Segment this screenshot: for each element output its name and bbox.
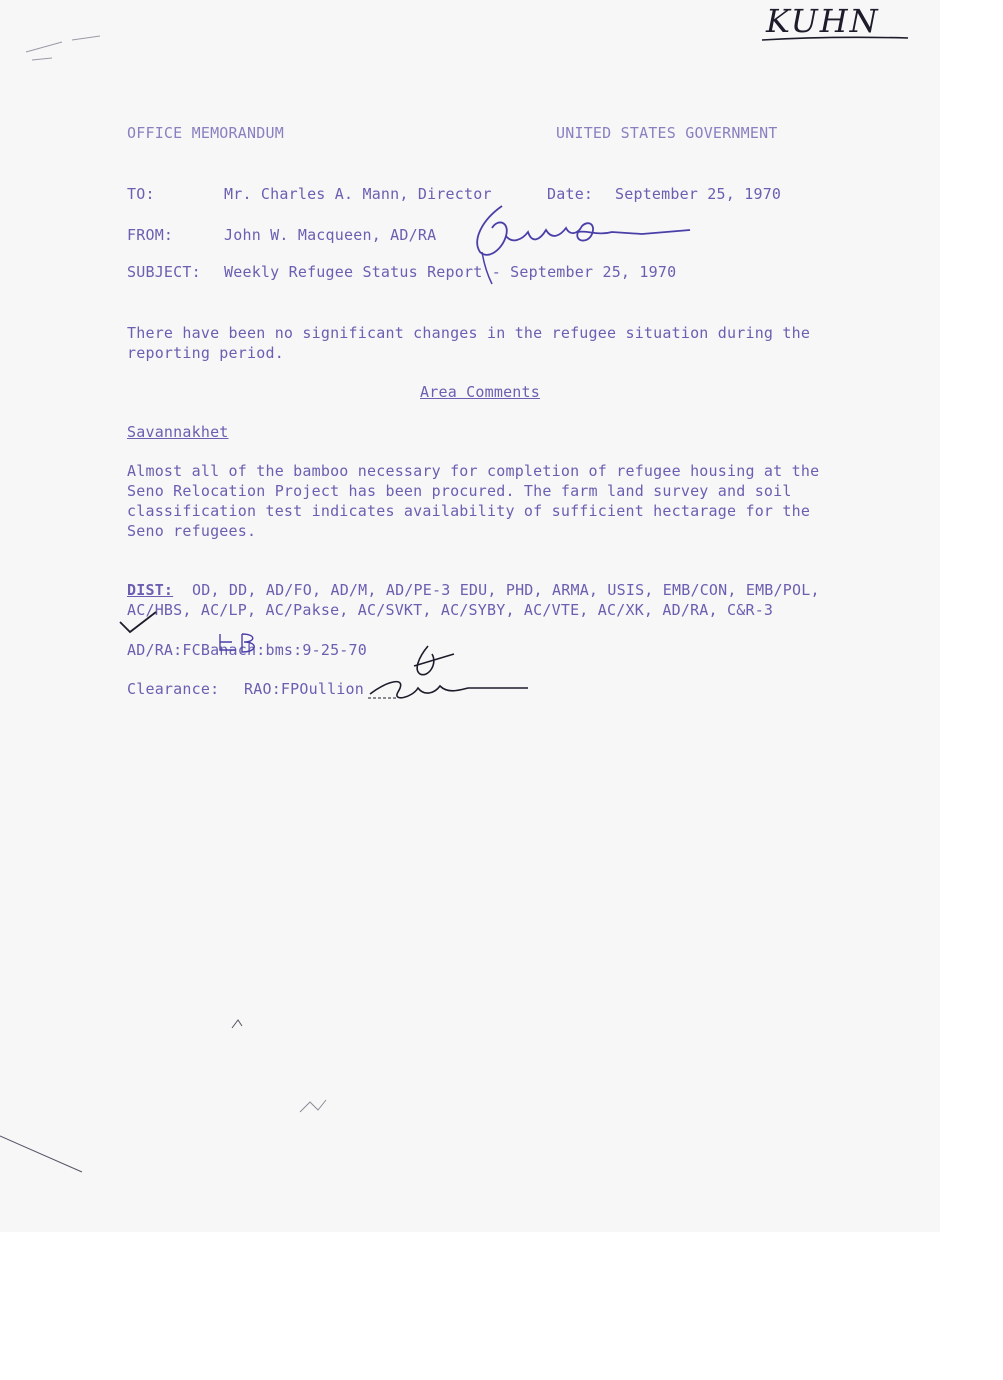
region-line-3: classification test indicates availability of sufficient hectarage for the <box>127 502 811 520</box>
initials-mark <box>216 630 266 660</box>
signature-clearance <box>368 640 538 710</box>
handwritten-annotation: KUHN <box>766 2 880 40</box>
distribution-line-1: OD, DD, AD/FO, AD/M, AD/PE-3 EDU, PHD, ARMA, USIS, EMB/CON, EMB/POL, <box>192 581 820 599</box>
clearance-label: Clearance: <box>127 680 220 698</box>
subject-label: SUBJECT: <box>127 263 201 281</box>
memo-type-label: OFFICE MEMORANDUM <box>127 124 284 142</box>
reference-line: AD/RA:FCBanach:bms:9-25-70 <box>127 641 367 659</box>
from-value: John W. Macqueen, AD/RA <box>224 226 437 244</box>
subject-value: Weekly Refugee Status Report - September 25, 1970 <box>224 263 677 281</box>
date-label: Date: <box>547 185 594 203</box>
region-heading: Savannakhet <box>127 423 229 441</box>
from-label: FROM: <box>127 226 174 244</box>
region-line-2: Seno Relocation Project has been procured. The farm land survey and soil <box>127 482 792 500</box>
distribution-label: DIST: <box>127 581 174 599</box>
paper-speck <box>228 1016 248 1036</box>
government-label: UNITED STATES GOVERNMENT <box>556 124 778 142</box>
date-value: September 25, 1970 <box>615 185 782 203</box>
paper-smudge <box>22 30 102 70</box>
paper-crease <box>0 1130 90 1180</box>
clearance-value: RAO:FPOullion <box>244 680 364 698</box>
distribution-line-2: AC/HBS, AC/LP, AC/Pakse, AC/SVKT, AC/SYBY, AC/VTE, AC/XK, AD/RA, C&R-3 <box>127 601 774 619</box>
intro-line-1: There have been no significant changes in the refugee situation during the <box>127 324 811 342</box>
region-line-1: Almost all of the bamboo necessary for completion of refugee housing at the <box>127 462 820 480</box>
checkmark-mark <box>116 608 166 638</box>
to-value: Mr. Charles A. Mann, Director <box>224 185 492 203</box>
region-line-4: Seno refugees. <box>127 522 257 540</box>
to-label: TO: <box>127 185 155 203</box>
annotation-underline <box>760 36 910 44</box>
paper-speck <box>296 1092 336 1122</box>
intro-line-2: reporting period. <box>127 344 284 362</box>
section-heading: Area Comments <box>420 383 540 401</box>
